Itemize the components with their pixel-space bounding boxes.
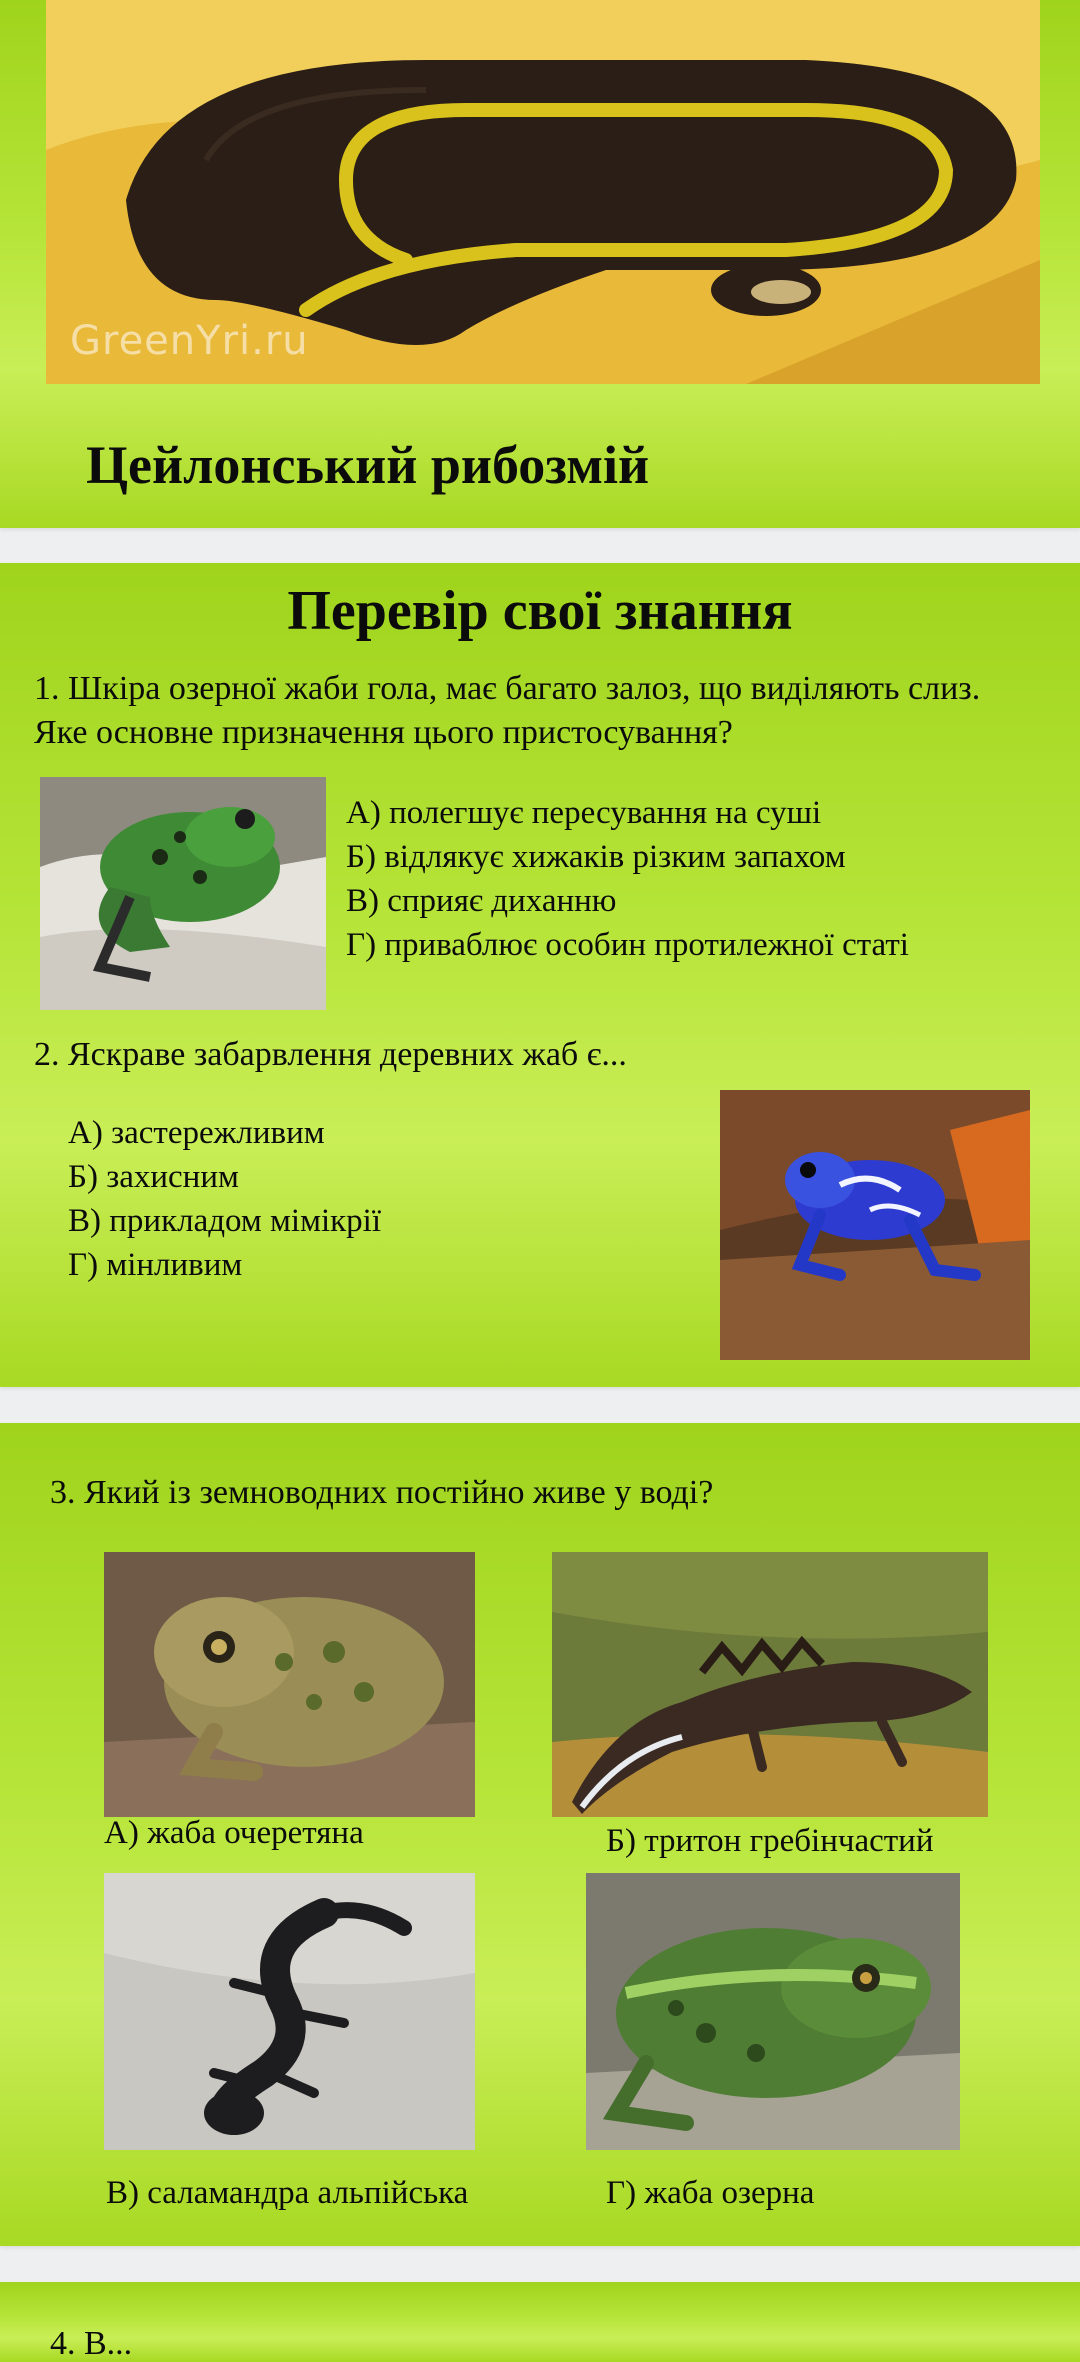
q3-option-a[interactable]: А) жаба очеретяна — [104, 1815, 364, 1851]
q2-option-c[interactable]: В) прикладом мімікрії — [68, 1203, 381, 1239]
slide-3 — [0, 1423, 1080, 2246]
q2-option-b[interactable]: Б) захисним — [68, 1159, 239, 1195]
watermark: GreenYri.ru — [70, 318, 309, 364]
slide-1 — [0, 0, 1080, 528]
slide-2 — [0, 563, 1080, 1387]
slide-title: Цейлонський рибозмій — [86, 435, 650, 495]
alpine-salamander-photo — [104, 1873, 475, 2150]
q3-option-c[interactable]: В) саламандра альпійська — [106, 2175, 469, 2211]
q2-option-a[interactable]: А) застережливим — [68, 1115, 325, 1151]
toad-photo — [104, 1552, 475, 1817]
question-2: 2. Яскраве забарвлення деревних жаб є... — [34, 1036, 627, 1073]
question-1-line-1: 1. Шкіра озерної жаби гола, має багато залоз, що виділяють слиз. — [34, 670, 981, 707]
q1-option-d[interactable]: Г) приваблює особин протилежної статі — [346, 927, 909, 963]
question-4-partial: 4. В... — [50, 2325, 133, 2362]
q1-option-c[interactable]: В) сприяє диханню — [346, 883, 617, 919]
q3-option-d[interactable]: Г) жаба озерна — [606, 2175, 815, 2211]
quiz-title: Перевір свої знання — [287, 580, 793, 642]
slide-4 — [0, 2282, 1080, 2362]
pool-frog-photo — [586, 1873, 960, 2150]
q1-option-a[interactable]: А) полегшує пересування на суші — [346, 795, 822, 831]
q1-option-b[interactable]: Б) відлякує хижаків різким запахом — [346, 839, 846, 875]
q2-option-d[interactable]: Г) мінливим — [68, 1247, 243, 1283]
question-1-line-2: Яке основне призначення цього пристосування? — [34, 714, 733, 751]
pond-frog-photo — [40, 777, 326, 1010]
caecilian-photo — [46, 0, 1040, 384]
poison-dart-frog-photo — [720, 1090, 1030, 1360]
question-3: 3. Який із земноводних постійно живе у воді? — [50, 1474, 714, 1511]
crested-newt-photo — [552, 1552, 988, 1817]
q3-option-b[interactable]: Б) тритон гребінчастий — [606, 1823, 934, 1859]
